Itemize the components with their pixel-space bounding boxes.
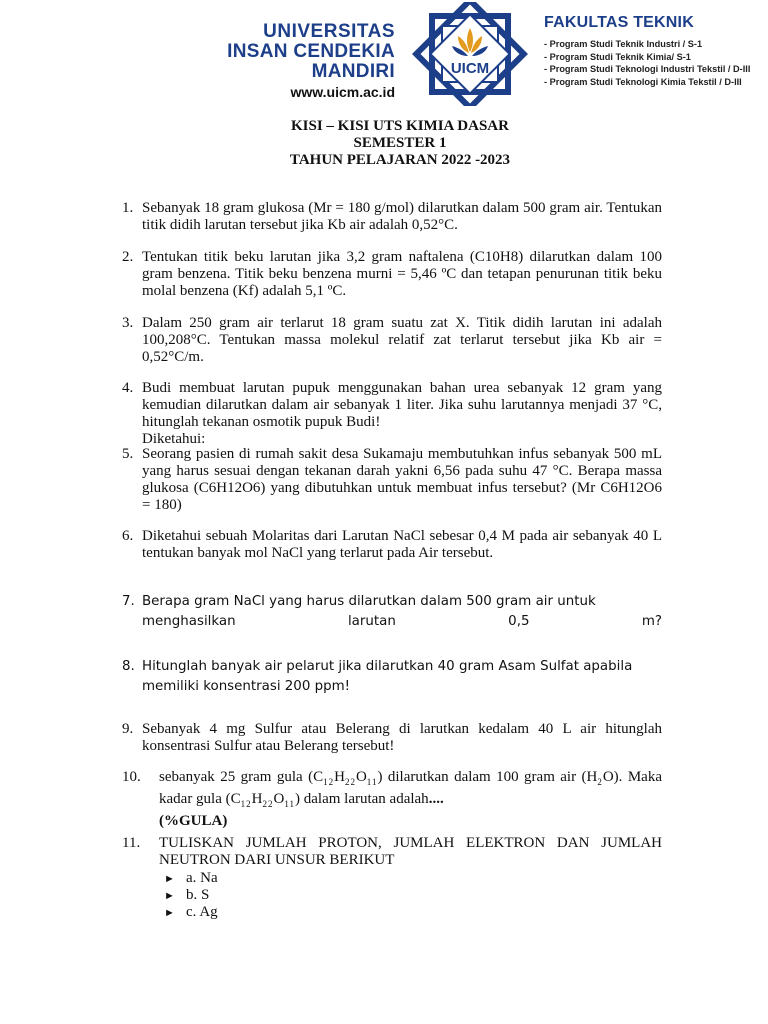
- university-name-line1: UNIVERSITAS: [263, 21, 395, 42]
- question-number: 3.: [122, 315, 134, 331]
- question-text-line1: Berapa gram NaCl yang harus dilarutkan dalam 500 gram air untuk: [142, 594, 596, 609]
- question-number: 4.: [122, 380, 134, 396]
- university-website: www.uicm.ac.id: [290, 84, 395, 100]
- question-text: Dalam 250 gram air terlarut 18 gram suatu zat X. Titik didih larutan ini adalah 100,208°C. Tentukan massa molekul relatif zat terlarut tersebut jika Kb air = 0,52°C/m.: [142, 315, 662, 365]
- question-number: 8.: [122, 659, 135, 674]
- question-1: [122, 200, 662, 234]
- question-text: Sebanyak 18 gram glukosa (Mr = 180 g/mol) dilarutkan dalam 500 gram air. Tentukan titik didih larutan tersebut jika Kb air adalah 0,52°C.: [142, 200, 662, 233]
- uicm-logo: [408, 2, 532, 106]
- question-6: [122, 528, 662, 562]
- question-3: [122, 315, 662, 366]
- arrow-bullet-icon: ►: [164, 873, 175, 885]
- program-item: - Program Studi Teknik Kimia/ S-1: [544, 51, 691, 62]
- question-8: [122, 657, 662, 697]
- question-number: 5.: [122, 446, 134, 462]
- question-note: Diketahui:: [142, 431, 206, 447]
- university-block: [150, 22, 395, 101]
- question-number: 7.: [122, 594, 135, 609]
- question-text: sebanyak 25 gram gula $(C_{12}H_{22}O_{11})$ dilarutkan dalam 100 gram air $(H_2O)$. Maka kadar gula $(C_{12}H_{22}O_{11})$ dalam larutan adalah.... (%GULA): [159, 769, 662, 829]
- letterhead: [0, 0, 768, 110]
- question-text: TULISKAN JUMLAH PROTON, JUMLAH ELEKTRON DAN JUMLAH NEUTRON DARI UNSUR BERIKUT: [159, 835, 662, 868]
- question-number: 11.: [122, 835, 141, 851]
- question-text: Tentukan titik beku larutan jika 3,2 gram naftalena (C10H8) dilarutkan dalam 100 gram benzena. Titik beku benzena murni = 5,46 ºC dan tetapan penurunan titik beku molal benzena (Kf) adalah 5,1 ºC.: [142, 249, 662, 299]
- question-text: Sebanyak 4 mg Sulfur atau Belerang di larutkan kedalam 40 L air hitunglah konsentrasi Sulfur atau Belerang tersebut!: [142, 721, 662, 754]
- question-text: Hitunglah banyak air pelarut jika dilarutkan 40 gram Asam Sulfat apabila memiliki konsentrasi 200 ppm!: [142, 659, 633, 694]
- title-line-1: KISI – KISI UTS KIMIA DASAR: [291, 118, 509, 134]
- question-answer-hint: (%GULA): [159, 813, 228, 829]
- question-4: [122, 380, 662, 448]
- list-item: ► b. S: [164, 887, 210, 903]
- document-title: [0, 118, 768, 169]
- program-item: - Program Studi Teknologi Kimia Tekstil / D-III: [544, 76, 742, 87]
- title-line-2: SEMESTER 1: [353, 135, 447, 151]
- title-line-3: TAHUN PELAJARAN 2022 -2023: [289, 152, 511, 168]
- element-list: [164, 870, 662, 921]
- question-text: Budi membuat larutan pupuk menggunakan bahan urea sebanyak 12 gram yang kemudian dilarutkan dalam air sebanyak 1 liter. Jika suhu larutannya menjadi 37 °C, hitunglah tekanan osmotik pupuk Budi!: [142, 380, 662, 430]
- university-name-line2: INSAN CENDEKIA MANDIRI: [227, 41, 395, 82]
- question-text-line2: menghasilkan larutan 0,5 m?: [142, 614, 662, 629]
- question-number: 6.: [122, 528, 134, 544]
- question-5: [122, 446, 662, 514]
- question-text: Seorang pasien di rumah sakit desa Sukamaju membutuhkan infus sebanyak 500 mL yang harus sesuai dengan tekanan darah yakni 6,56 pada suhu 47 °C. Berapa massa glukosa (C6H12O6) yang dibutuhkan untuk membuat infus tersebut? (Mr C6H12O6 = 180): [142, 446, 662, 513]
- question-7: [122, 592, 662, 632]
- program-item: - Program Studi Teknik Industri / S-1: [544, 39, 703, 49]
- question-9: [122, 721, 662, 755]
- arrow-bullet-icon: ►: [164, 890, 175, 902]
- question-2: [122, 249, 662, 300]
- program-item: - Program Studi Teknologi Industri Tekstil / D-III: [544, 64, 751, 74]
- question-number: 1.: [122, 200, 134, 216]
- list-item: ► a. Na: [164, 870, 218, 886]
- question-number: 2.: [122, 249, 134, 265]
- question-10: [122, 769, 662, 830]
- logo-text: UICM: [450, 60, 490, 77]
- question-number: 9.: [122, 721, 134, 737]
- list-item: ► c. Ag: [164, 904, 218, 920]
- question-text: Diketahui sebuah Molaritas dari Larutan NaCl sebesar 0,4 M pada air sebanyak 40 L tentukan banyak mol NaCl yang terlarut pada Air tersebut.: [142, 528, 662, 561]
- question-11: [122, 835, 662, 921]
- arrow-bullet-icon: ►: [164, 907, 175, 919]
- faculty-block: [544, 14, 766, 88]
- question-number: 10.: [122, 769, 141, 785]
- faculty-title: FAKULTAS TEKNIK: [544, 14, 694, 31]
